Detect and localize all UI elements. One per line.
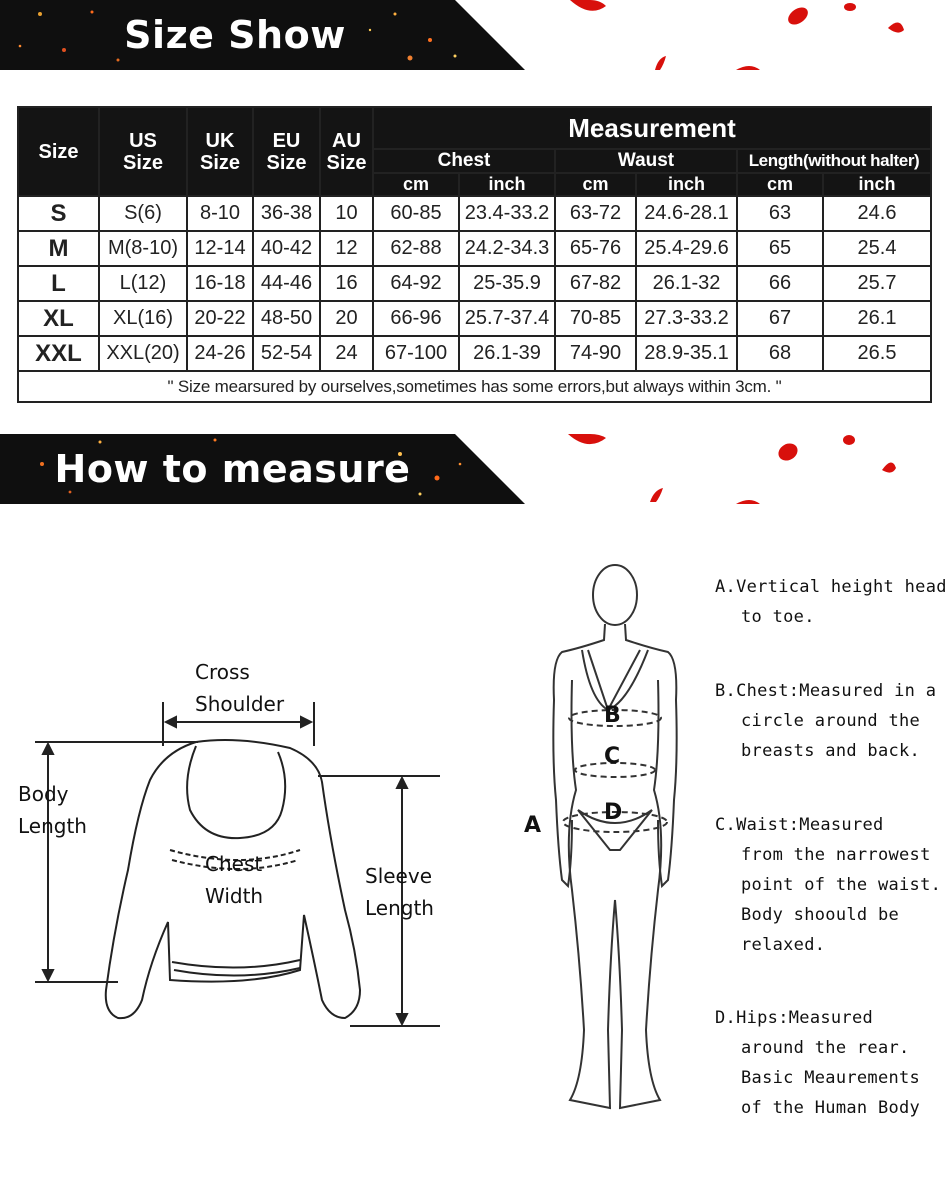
table-row	[18, 336, 931, 371]
table-cell: 25.7-37.4	[459, 301, 555, 336]
header-length: Length(without halter)	[737, 149, 931, 173]
table-cell: 16	[320, 266, 373, 301]
label-d: D	[604, 800, 623, 825]
table-cell: 40-42	[253, 231, 320, 266]
table-cell: 24.6-28.1	[636, 196, 737, 231]
table-cell: 20	[320, 301, 373, 336]
table-cell: 24.2-34.3	[459, 231, 555, 266]
header-us: US Size	[99, 107, 187, 196]
table-cell: 26.1	[823, 301, 931, 336]
header-au: AU Size	[320, 107, 373, 196]
table-cell: 24.6	[823, 196, 931, 231]
label-body-length: Length	[18, 814, 87, 838]
table-cell: 8-10	[187, 196, 253, 231]
table-cell: 25.4-29.6	[636, 231, 737, 266]
label-c: C	[604, 744, 621, 769]
table-cell: 12-14	[187, 231, 253, 266]
table-cell: 74-90	[555, 336, 636, 371]
table-cell: L(12)	[99, 266, 187, 301]
table-cell: XL(16)	[99, 301, 187, 336]
table-cell: 68	[737, 336, 823, 371]
header-chest: Chest	[373, 149, 555, 173]
instruction-b: B.Chest:Measured in a circle around the breasts and back.	[715, 681, 937, 761]
header-measurement: Measurement	[373, 107, 931, 149]
table-cell: 23.4-33.2	[459, 196, 555, 231]
table-cell: 67-82	[555, 266, 636, 301]
instruction-d: D.Hips:Measured around the rear. Basic Meaurements of the Human Body	[715, 1008, 921, 1118]
label-sleeve-length: Length	[365, 896, 434, 920]
label-shoulder: Shoulder	[195, 692, 285, 716]
petals-decoration	[560, 0, 949, 72]
size-chart-table	[17, 106, 932, 403]
table-cell: XXL	[18, 336, 99, 371]
table-cell: 63	[737, 196, 823, 231]
table-cell: 10	[320, 196, 373, 231]
header-uk: UK Size	[187, 107, 253, 196]
header-size: Size	[18, 107, 99, 196]
petals-decoration	[560, 434, 949, 506]
table-cell: 26.5	[823, 336, 931, 371]
table-cell: 12	[320, 231, 373, 266]
label-sleeve: Sleeve	[365, 864, 433, 888]
table-cell: 48-50	[253, 301, 320, 336]
label-chest: Chest	[205, 852, 263, 876]
header-length-inch: inch	[823, 173, 931, 196]
table-cell: 26.1-32	[636, 266, 737, 301]
table-cell: XL	[18, 301, 99, 336]
table-cell: 25-35.9	[459, 266, 555, 301]
table-cell: 25.4	[823, 231, 931, 266]
instruction-a: A.Vertical height head to toe.	[715, 577, 947, 627]
header-chest-inch: inch	[459, 173, 555, 196]
table-cell: 67-100	[373, 336, 459, 371]
table-cell: 66-96	[373, 301, 459, 336]
table-cell: 24-26	[187, 336, 253, 371]
table-cell: 27.3-33.2	[636, 301, 737, 336]
table-cell: L	[18, 266, 99, 301]
how-to-measure-title: How to measure	[54, 447, 411, 491]
size-show-title: Size Show	[124, 13, 346, 57]
table-cell: M	[18, 231, 99, 266]
table-cell: 44-46	[253, 266, 320, 301]
instruction-c: C.Waist:Measured from the narrowest point of the waist. Body shoould be relaxed.	[715, 815, 942, 955]
table-cell: 20-22	[187, 301, 253, 336]
table-cell: 63-72	[555, 196, 636, 231]
table-cell: 36-38	[253, 196, 320, 231]
header-length-cm: cm	[737, 173, 823, 196]
label-body: Body	[18, 782, 69, 806]
table-cell: 65	[737, 231, 823, 266]
header-eu: EU Size	[253, 107, 320, 196]
table-cell: 67	[737, 301, 823, 336]
table-cell: 25.7	[823, 266, 931, 301]
label-b: B	[604, 703, 621, 728]
table-row	[18, 196, 931, 231]
table-cell: 28.9-35.1	[636, 336, 737, 371]
header-chest-cm: cm	[373, 173, 459, 196]
table-cell: 24	[320, 336, 373, 371]
table-row	[18, 231, 931, 266]
label-cross: Cross	[195, 660, 250, 684]
table-cell: 64-92	[373, 266, 459, 301]
table-cell: 52-54	[253, 336, 320, 371]
header-waist-inch: inch	[636, 173, 737, 196]
table-cell: 65-76	[555, 231, 636, 266]
table-cell: S	[18, 196, 99, 231]
table-cell: 60-85	[373, 196, 459, 231]
table-cell: 66	[737, 266, 823, 301]
label-a: A	[524, 813, 542, 838]
table-row	[18, 301, 931, 336]
body-figure	[520, 560, 700, 1130]
table-cell: M(8-10)	[99, 231, 187, 266]
table-cell: S(6)	[99, 196, 187, 231]
label-width: Width	[205, 884, 264, 908]
size-note: " Size mearsured by ourselves,sometimes has some errors,but always within 3cm. "	[18, 371, 931, 402]
header-waist: Waust	[555, 149, 737, 173]
header-waist-cm: cm	[555, 173, 636, 196]
table-row	[18, 266, 931, 301]
table-cell: XXL(20)	[99, 336, 187, 371]
table-cell: 70-85	[555, 301, 636, 336]
table-cell: 16-18	[187, 266, 253, 301]
table-cell: 62-88	[373, 231, 459, 266]
table-cell: 26.1-39	[459, 336, 555, 371]
